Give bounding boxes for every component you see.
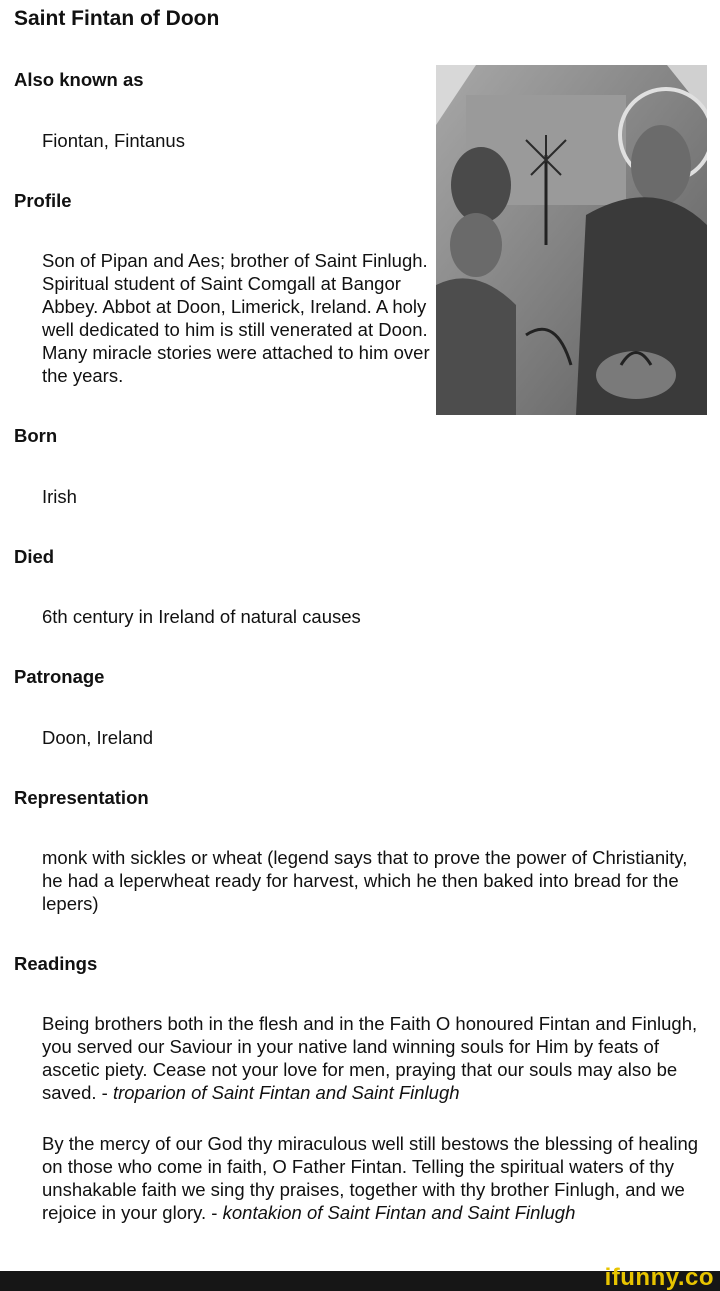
profile-heading: Profile	[14, 190, 72, 211]
saint-portrait-image	[436, 65, 707, 415]
reading-source: kontakion of Saint Fintan and Saint Finlugh	[222, 1202, 576, 1223]
also-known-as-value: Fiontan, Fintanus	[42, 130, 185, 151]
readings-heading: Readings	[14, 953, 98, 974]
born-heading: Born	[14, 425, 58, 446]
reading-text: By the mercy of our God thy miraculous well still bestows the blessing of healing on those who come in faith, O Father Fintan. Telling the spiritual waters of thy unshakable faith we sing thy praises, together with thy brother Finlugh, and we rejoice in your glory. -	[42, 1133, 699, 1223]
born-value: Irish	[42, 486, 77, 507]
representation-heading: Representation	[14, 787, 149, 808]
ifunny-watermark: ifunny.co	[604, 1264, 714, 1291]
died-value: 6th century in Ireland of natural causes	[42, 606, 361, 627]
patronage-value: Doon, Ireland	[42, 727, 154, 748]
page-title: Saint Fintan of Doon	[14, 7, 220, 30]
died-heading: Died	[14, 546, 55, 567]
reading-kontakion	[42, 1132, 707, 1224]
reading-troparion	[42, 1012, 707, 1104]
patronage-heading: Patronage	[14, 666, 105, 687]
representation-text: monk with sickles or wheat (legend says that to prove the power of Christianity, he had a leperwheat ready for harvest, which he then baked into bread for the lepers)	[42, 847, 688, 914]
reading-text: Being brothers both in the flesh and in the Faith O honoured Fintan and Finlugh, you served our Saviour in your native land winning souls for Him by feats of ascetic piety. Cease not your love for men, praying that our souls may also be saved. -	[42, 1013, 698, 1103]
reading-source: troparion of Saint Fintan and Saint Finlugh	[112, 1082, 460, 1103]
also-known-as-heading: Also known as	[14, 69, 144, 90]
watermark-bar	[0, 1264, 720, 1291]
profile-text: Son of Pipan and Aes; brother of Saint Finlugh. Spiritual student of Saint Comgall at Bangor Abbey. Abbot at Doon, Limerick, Ireland. A holy well dedicated to him is still venerated at Doon. Many miracle stories were attached to him over the years.	[42, 250, 430, 386]
